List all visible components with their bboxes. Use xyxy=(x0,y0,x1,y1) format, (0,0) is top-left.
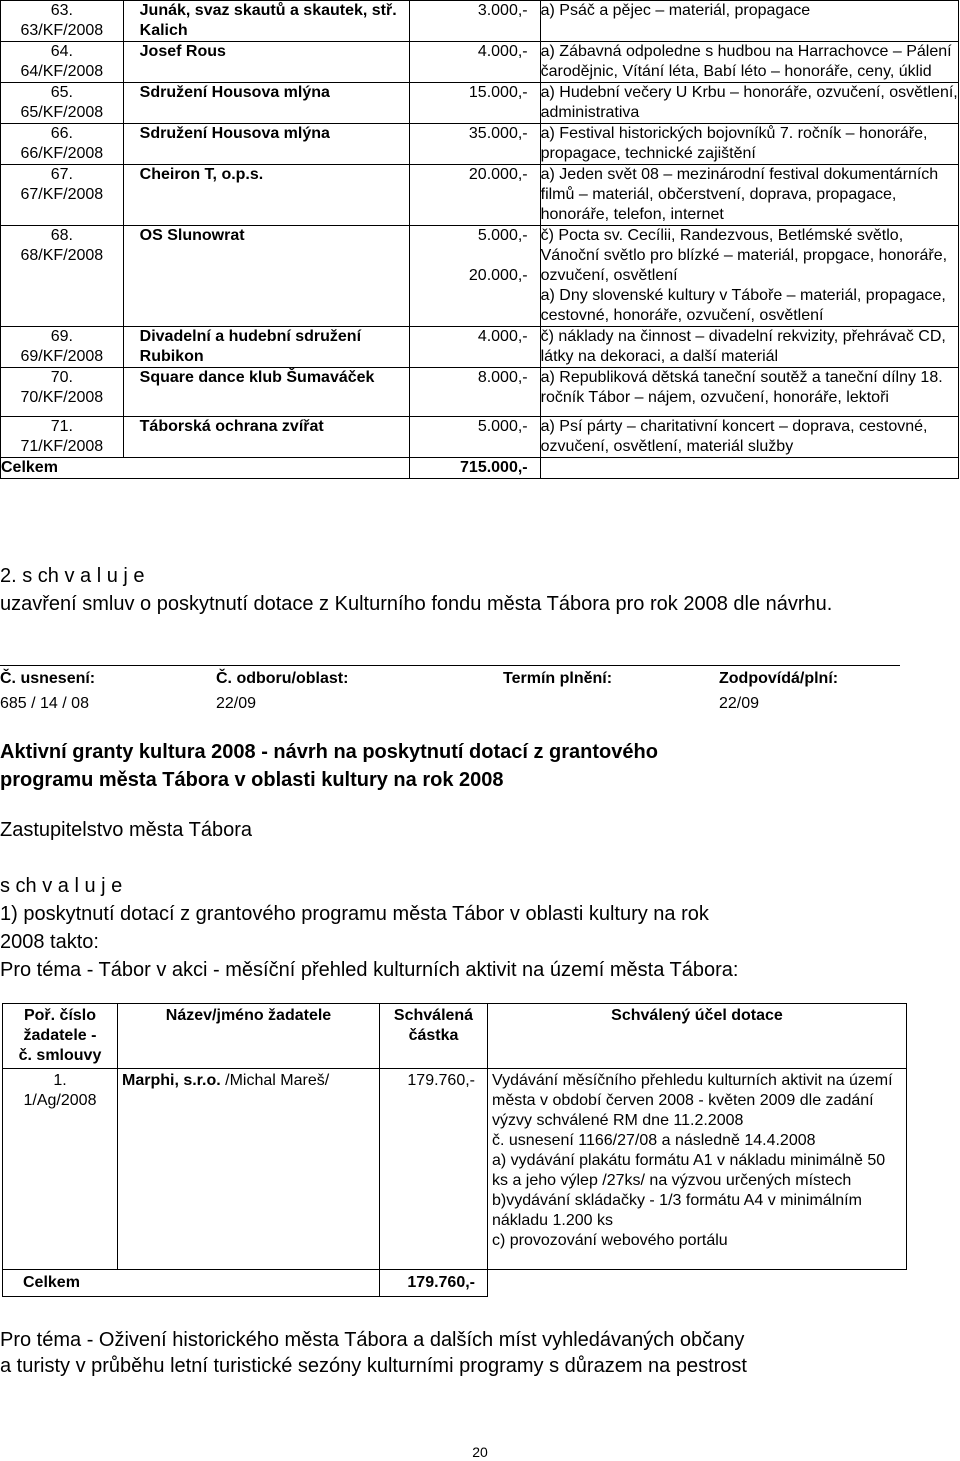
total-amount: 179.760,- xyxy=(380,1270,488,1297)
page-number: 20 xyxy=(472,1444,488,1460)
approve2-text: uzavření smluv o poskytnutí dotace z Kulturního fondu města Tábora pro rok 2008 dle návrhu. xyxy=(0,593,833,615)
row-number: 63. 63/KF/2008 xyxy=(1,1,124,42)
section-title-line1: Aktivní granty kultura 2008 - návrh na poskytnutí dotací z grantového xyxy=(0,741,658,763)
table-row xyxy=(1,165,959,226)
row-applicant: Cheiron T, o.p.s. xyxy=(123,165,409,226)
table-row xyxy=(1,327,959,368)
row-applicant: Square dance klub Šumaváček xyxy=(123,368,409,417)
row-purpose: a) Festival historických bojovníků 7. ročník – honoráře, propagace, technické zajištění xyxy=(540,124,958,165)
resolution-label-no: Č. usnesení: xyxy=(0,670,96,687)
row-number: 69. 69/KF/2008 xyxy=(1,327,124,368)
row-applicant: Junák, svaz skautů a skautek, stř. Kalich xyxy=(123,1,409,42)
resolution-label-resp: Zodpovídá/plní: xyxy=(719,670,839,687)
table-row xyxy=(3,1069,907,1270)
grants-table-2 xyxy=(2,1003,907,1297)
resolution-value-dept: 22/09 xyxy=(216,695,257,712)
row-amount: 4.000,- xyxy=(410,327,541,368)
topic2-line2: a turisty v průběhu letní turistické sezóny kulturními programy s důrazem na pestrost xyxy=(0,1355,747,1377)
row-purpose: č) Pocta sv. Cecílii, Randezvous, Betlémské světlo, Vánoční světlo pro blízké – materiál, propgace, honoráře, ozvučení, osvětlení a) Dny slovenské kultury v Táboře – materiál, propagace, cestovné, honoráře, ozvučení, osvětlení xyxy=(540,226,958,327)
total-label: Celkem xyxy=(1,458,410,479)
table-row xyxy=(1,83,959,124)
row-purpose: Vydávání měsíčního přehledu kulturních aktivit na území města v období červen 2008 - květen 2009 dle zadání výzvy schválené RM dne 11.2.2008 č. usnesení 1166/27/08 a následně 14.4.2008 a) vydávání plakátu formátu A1 v nákladu minimálně 50 ks a jeho výlep /27ks/ na výzvou určených místech b)vydávání skládačky - 1/3 formátu A4 v minimálním nákladu 1.200 ks c) provozování webového portálu xyxy=(488,1069,907,1270)
row-purpose: a) Hudební večery U Krbu – honoráře, ozvučení, osvětlení, administrativa xyxy=(540,83,958,124)
resolution-rule xyxy=(0,665,900,666)
table-row xyxy=(1,42,959,83)
row-amount: 3.000,- xyxy=(410,1,541,42)
grants-table xyxy=(0,0,959,479)
grants-table-2-header xyxy=(3,1004,907,1069)
row-amount: 15.000,- xyxy=(410,83,541,124)
row-amount: 4.000,- xyxy=(410,42,541,83)
resolution-label-dept: Č. odboru/oblast: xyxy=(216,670,349,687)
table-total-row xyxy=(1,458,959,479)
table-row xyxy=(1,417,959,458)
row-amount: 5.000,- xyxy=(410,417,541,458)
row-purpose: a) Republiková dětská taneční soutěž a taneční dílny 18. ročník Tábor – nájem, ozvučení, honoráře, lektoři xyxy=(540,368,958,417)
resolution-value-resp: 22/09 xyxy=(719,695,760,712)
grants-table-body xyxy=(1,1,959,479)
row-number: 71. 71/KF/2008 xyxy=(1,417,124,458)
row-number: 67. 67/KF/2008 xyxy=(1,165,124,226)
header-purpose: Schválený účel dotace xyxy=(488,1004,907,1069)
header-amount: Schválená částka xyxy=(380,1004,488,1069)
topic1-heading: Pro téma - Tábor v akci - měsíční přehled kulturních aktivit na území města Tábora: xyxy=(0,959,739,981)
table-row xyxy=(1,368,959,417)
row-amount: 179.760,- xyxy=(380,1069,488,1270)
row-purpose: a) Psáč a pějec – materiál, propagace xyxy=(540,1,958,42)
header-no: Poř. číslo žadatele - č. smlouvy xyxy=(3,1004,118,1069)
row-amount: 20.000,- xyxy=(410,165,541,226)
row-number: 66. 66/KF/2008 xyxy=(1,124,124,165)
total-amount: 715.000,- xyxy=(410,458,541,479)
table-row xyxy=(1,226,959,327)
row-number: 64. 64/KF/2008 xyxy=(1,42,124,83)
row-number: 65. 65/KF/2008 xyxy=(1,83,124,124)
row-amount: 8.000,- xyxy=(410,368,541,417)
approves-heading: s ch v a l u j e xyxy=(0,875,123,897)
topic2-line1: Pro téma - Oživení historického města Tábora a dalších míst vyhledávaných občany xyxy=(0,1329,745,1351)
row-number: 70. 70/KF/2008 xyxy=(1,368,124,417)
row-applicant: Josef Rous xyxy=(123,42,409,83)
point1-line1: 1) poskytnutí dotací z grantového programu města Tábor v oblasti kultury na rok xyxy=(0,903,709,925)
row-number: 68. 68/KF/2008 xyxy=(1,226,124,327)
table-total-row xyxy=(3,1270,907,1297)
header-name: Název/jméno žadatele xyxy=(118,1004,380,1069)
row-applicant: Táborská ochrana zvířat xyxy=(123,417,409,458)
row-no: 1. 1/Ag/2008 xyxy=(3,1069,118,1270)
row-purpose: č) náklady na činnost – divadelní rekvizity, přehrávač CD, látky na dekoraci, a další materiál xyxy=(540,327,958,368)
row-name: Marphi, s.r.o. /Michal Mareš/ xyxy=(118,1069,380,1270)
row-applicant: OS Slunowrat xyxy=(123,226,409,327)
row-purpose: a) Jeden svět 08 – mezinárodní festival dokumentárních filmů – materiál, občerstvení, doprava, propagace, honoráře, telefon, internet xyxy=(540,165,958,226)
section-title-line2: programu města Tábora v oblasti kultury na rok 2008 xyxy=(0,769,504,791)
row-applicant: Sdružení Housova mlýna xyxy=(123,83,409,124)
council-name: Zastupitelstvo města Tábora xyxy=(0,819,252,841)
approve2-heading: 2. s ch v a l u j e xyxy=(0,565,145,587)
table-row xyxy=(1,124,959,165)
row-amount: 35.000,- xyxy=(410,124,541,165)
row-applicant: Sdružení Housova mlýna xyxy=(123,124,409,165)
row-amount: 5.000,- 20.000,- xyxy=(410,226,541,327)
total-label: Celkem xyxy=(3,1270,380,1297)
resolution-label-term: Termín plnění: xyxy=(503,670,613,687)
table-row xyxy=(1,1,959,42)
point1-line2: 2008 takto: xyxy=(0,931,99,953)
row-purpose: a) Psí párty – charitativní koncert – doprava, cestovné, ozvučení, osvětlení, materiál služby xyxy=(540,417,958,458)
row-purpose: a) Zábavná odpoledne s hudbou na Harrachovce – Pálení čarodějnic, Vítání léta, Babí léto – honoráře, ceny, úklid xyxy=(540,42,958,83)
resolution-value-no: 685 / 14 / 08 xyxy=(0,695,89,712)
row-applicant: Divadelní a hudební sdružení Rubikon xyxy=(123,327,409,368)
